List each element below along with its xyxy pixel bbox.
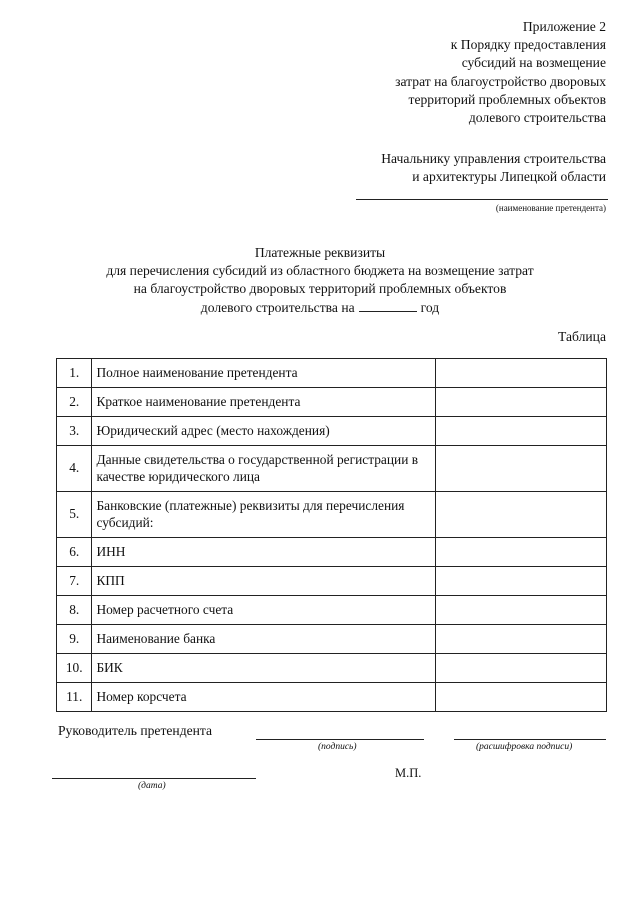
row-label: Краткое наименование претендента [92, 388, 435, 417]
row-label: Юридический адрес (место нахождения) [92, 417, 435, 446]
row-value-field[interactable] [435, 596, 606, 625]
title-line: для перечисления субсидий из областного бюджета на возмещение затрат [106, 263, 534, 279]
table-label: Таблица [558, 329, 606, 344]
table-row [57, 388, 607, 417]
requisites-table [56, 358, 607, 712]
row-value-field[interactable] [435, 388, 606, 417]
row-number: 1. [57, 359, 92, 388]
appendix-line: затрат на благоустройство дворовых [395, 73, 606, 89]
row-label: ИНН [92, 538, 435, 567]
table-row [57, 492, 607, 538]
table-row [57, 596, 607, 625]
appendix-line: территорий проблемных объектов [408, 91, 606, 107]
title-line-year [0, 299, 640, 317]
table-row [57, 359, 607, 388]
appendix-line: к Порядку предоставления [450, 37, 606, 53]
table-row [57, 538, 607, 567]
row-value-field[interactable] [435, 538, 606, 567]
row-label: Банковские (платежные) реквизиты для перечисления субсидий: [92, 492, 435, 538]
document-title [0, 244, 640, 317]
row-number: 11. [57, 683, 92, 712]
row-number: 7. [57, 567, 92, 596]
row-label: КПП [92, 567, 435, 596]
table-row [57, 625, 607, 654]
addressee-line: и архитектуры Липецкой области [412, 169, 606, 185]
row-label: БИК [92, 654, 435, 683]
row-value-field[interactable] [435, 417, 606, 446]
table-row [57, 446, 607, 492]
row-label: Номер расчетного счета [92, 596, 435, 625]
row-value-field[interactable] [435, 359, 606, 388]
row-value-field[interactable] [435, 567, 606, 596]
row-number: 5. [57, 492, 92, 538]
head-of-applicant-label: Руководитель претендента [58, 723, 213, 738]
row-number: 10. [57, 654, 92, 683]
row-number: 8. [57, 596, 92, 625]
signature-field[interactable] [256, 739, 424, 740]
row-value-field[interactable] [435, 446, 606, 492]
signature-decode-caption: (расшифровка подписи) [476, 742, 573, 752]
table-row [57, 654, 607, 683]
title-line: на благоустройство дворовых территорий проблемных объектов [133, 281, 507, 297]
stamp-place-label: М.П. [395, 766, 422, 780]
row-label: Данные свидетельства о государственной регистрации в качестве юридического лица [92, 446, 435, 492]
applicant-name-field[interactable] [356, 199, 608, 200]
title-line-text: долевого строительства на [200, 299, 355, 315]
year-field[interactable] [359, 299, 417, 312]
addressee-line: Начальнику управления строительства [381, 151, 606, 166]
date-field[interactable] [52, 778, 256, 779]
addressee-block [381, 150, 606, 186]
appendix-line: долевого строительства [468, 110, 606, 126]
title-line: Платежные реквизиты [254, 245, 386, 260]
row-number: 4. [57, 446, 92, 492]
table-row [57, 567, 607, 596]
row-number: 3. [57, 417, 92, 446]
date-caption: (дата) [138, 781, 166, 791]
signature-caption: (подпись) [318, 742, 357, 752]
appendix-line: субсидий на возмещение [461, 55, 606, 71]
row-value-field[interactable] [435, 683, 606, 712]
row-number: 2. [57, 388, 92, 417]
table-row [57, 683, 607, 712]
row-label: Наименование банка [92, 625, 435, 654]
signature-decode-field[interactable] [454, 739, 606, 740]
row-label: Номер корсчета [92, 683, 435, 712]
appendix-line: Приложение 2 [522, 19, 606, 34]
row-number: 6. [57, 538, 92, 567]
table-row [57, 417, 607, 446]
applicant-caption: (наименование претендента) [495, 203, 606, 213]
row-value-field[interactable] [435, 654, 606, 683]
row-number: 9. [57, 625, 92, 654]
row-label: Полное наименование претендента [92, 359, 435, 388]
appendix-header [395, 18, 606, 127]
row-value-field[interactable] [435, 492, 606, 538]
row-value-field[interactable] [435, 625, 606, 654]
title-line-text: год [420, 299, 440, 315]
